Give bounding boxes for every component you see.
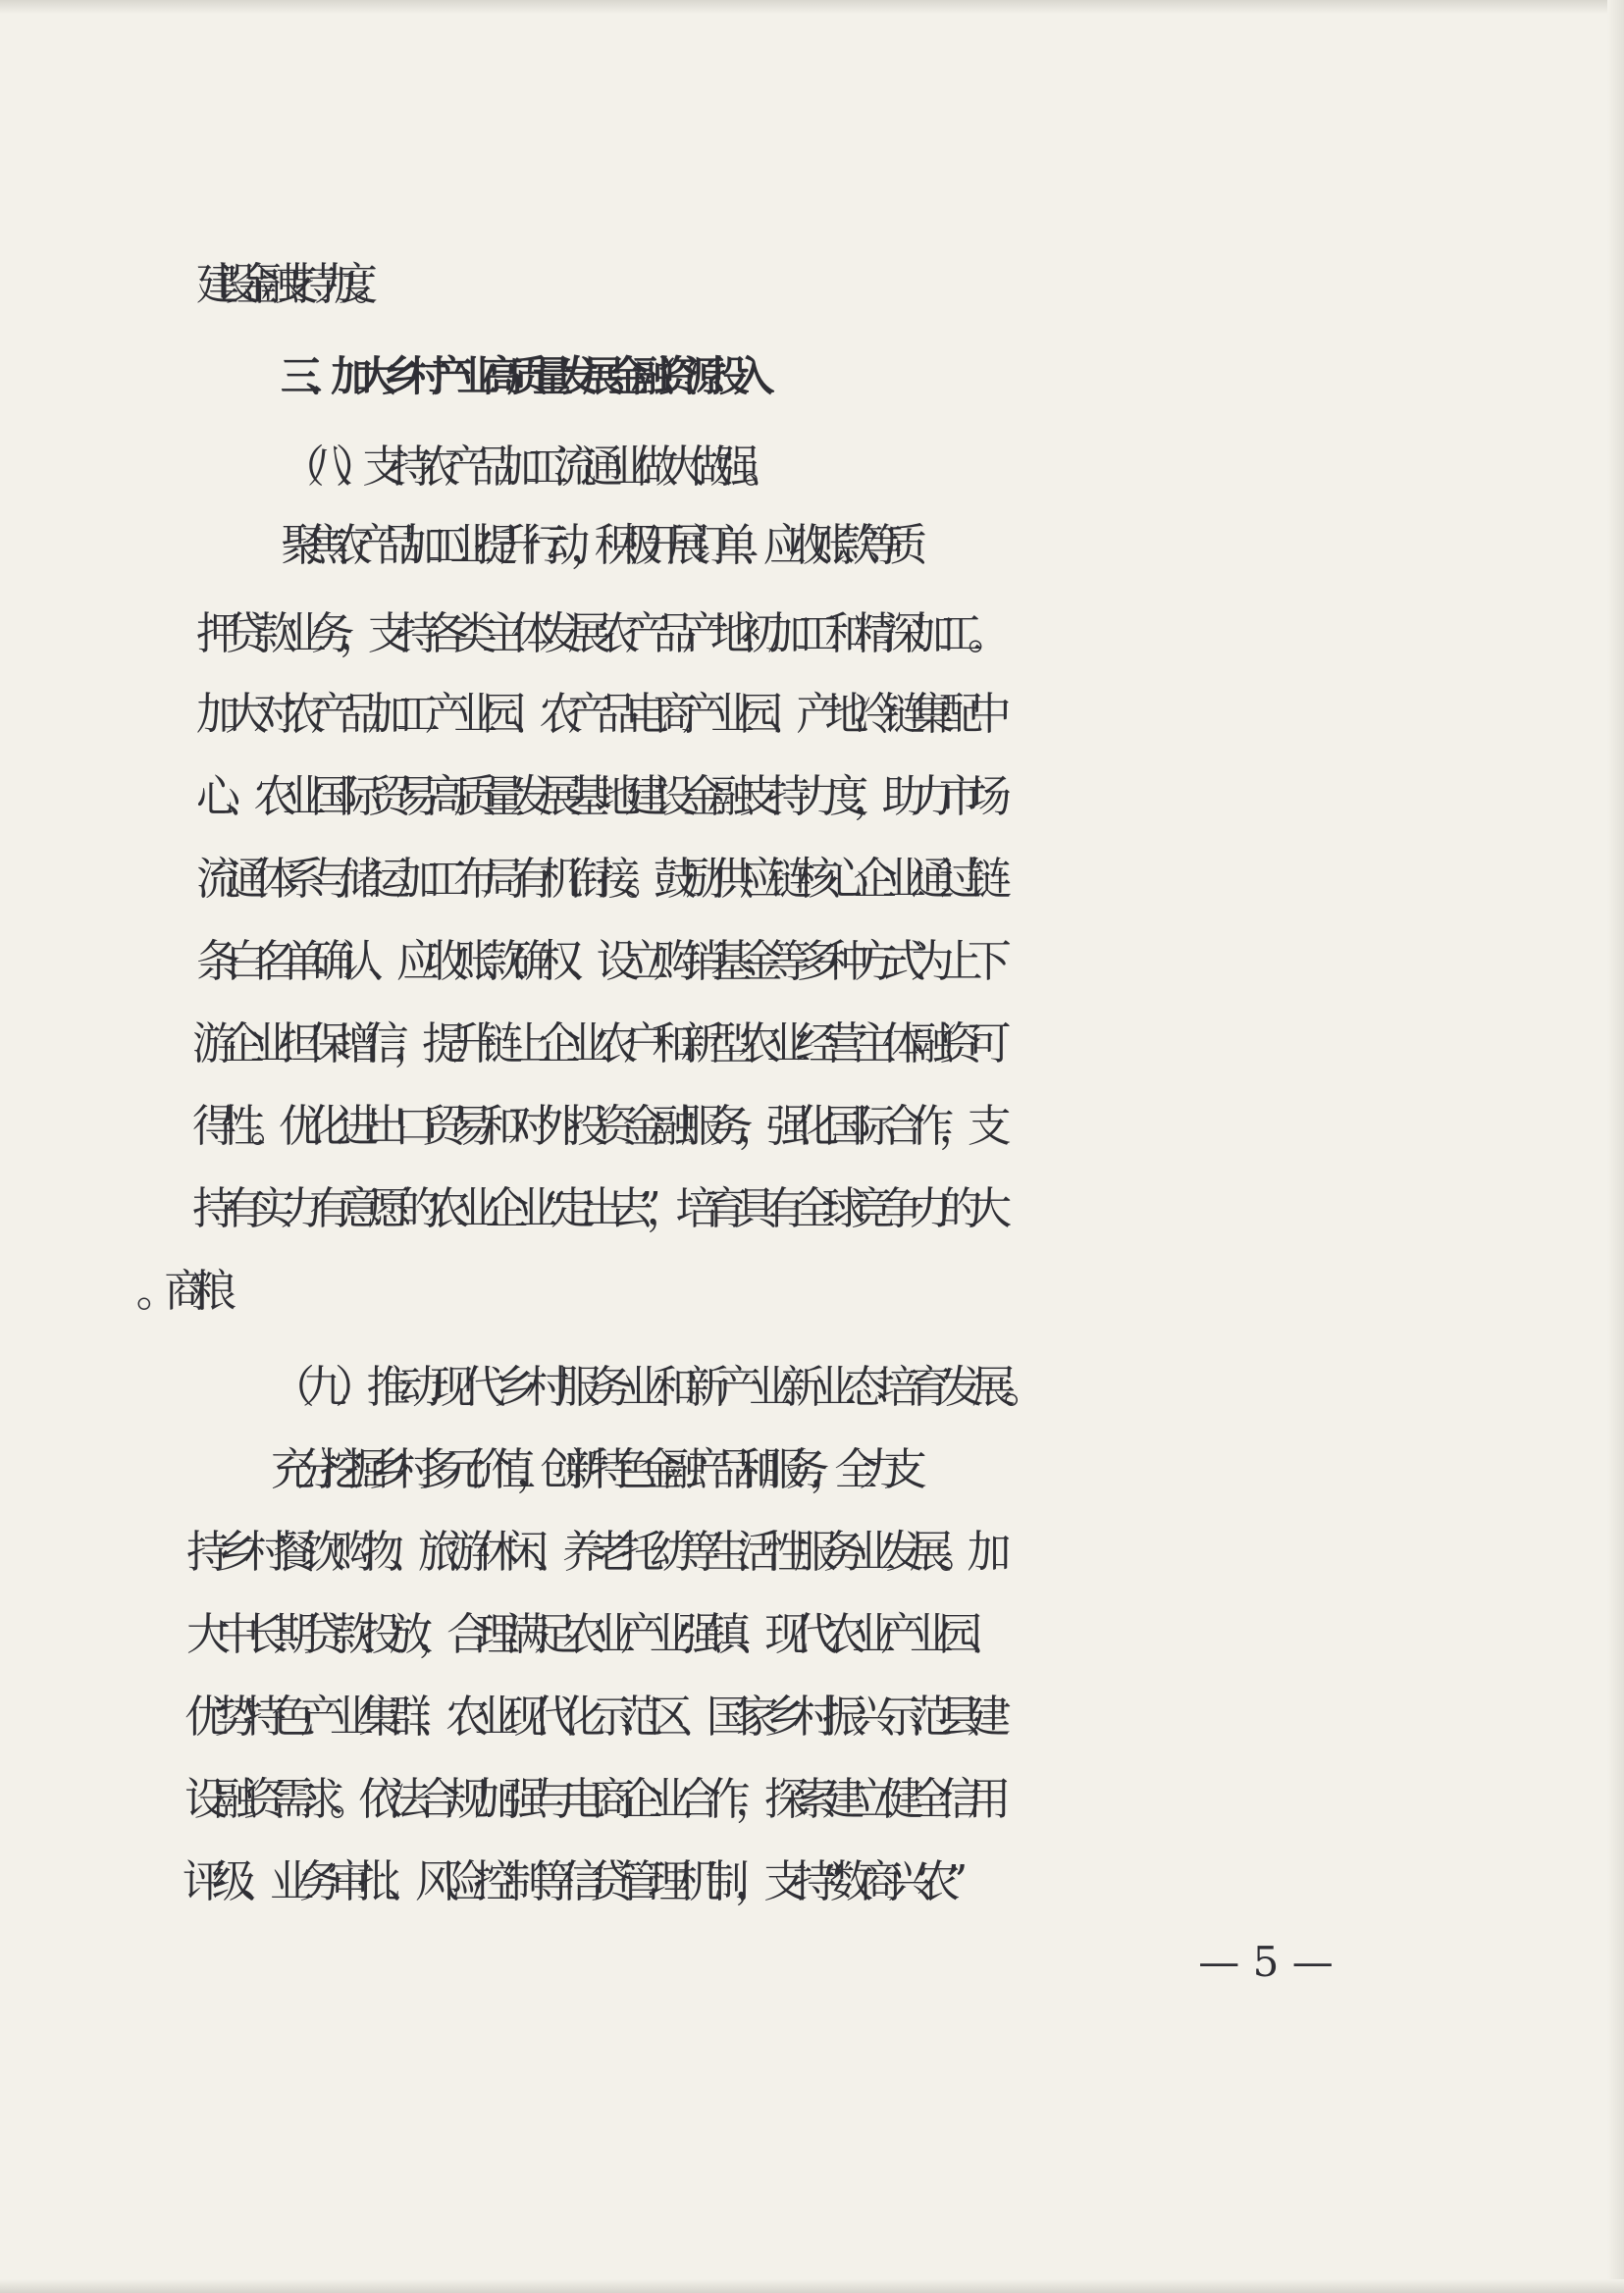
paragraph-line: 设融资需求。依法合规加强与电商企业合作，探索建立健全信用 [184,1773,997,1825]
paragraph-line: 心、农业国际贸易高质量发展基地建设金融支持力度，助力市场 [196,770,997,822]
page-number: — 5 — [1198,1938,1334,1986]
subsection-heading: （九）推动现代乡村服务业和新产业新业态培育发展。 [271,1361,1036,1413]
paragraph-line: 加大对农产品加工产业园、农产品电商产业园、产地冷链集配中 [196,688,997,740]
paragraph-line: 条白名单确认、应收账款确权、设立购销基金等多种方式为上下 [196,935,997,987]
paragraph-line: 优势特色产业集群、农业现代化示范区、国家乡村振兴示范县建 [184,1691,997,1743]
section-heading: 三、加大乡村产业高质量发展金融资源投入 [281,352,760,400]
paragraph-line [192,1262,1624,1321]
paragraph-line: 大中长期贷款投放，合理满足农业产业强镇、现代农业产业园、 [186,1608,997,1660]
paragraph-line: 流通体系与储运加工布局有机衔接。鼓励供应链核心企业通过链 [196,853,997,905]
paragraph-line: 充分挖掘乡村多元价值，创新特色金融产品和服务，全力支 [271,1443,909,1495]
paragraph-line: 得性。优化进出口贸易和对外投资金融服务，强化国际合作，支 [192,1100,997,1152]
scan-edge-top [0,0,1624,14]
paragraph-line: 聚焦农产品加工业提升行动，积极开展订单、应收账款等质 [281,519,909,571]
paragraph-line: 押贷款业务，支持各类主体发展农产品产地初加工和精深加工。 [196,607,997,659]
subsection-heading: （八）支持农产品加工流通业做大做强。 [281,441,771,493]
paragraph-line: 持乡村餐饮购物、旅游休闲、养老托幼等生活性服务业发展。加 [186,1526,997,1578]
paragraph-line: 评级、业务审批、风险控制等信贷管理机制，支持“数商兴农” [183,1855,954,1907]
paragraph-line: 游企业担保增信，提升链上企业农户和新型农业经营主体融资可 [192,1017,997,1069]
paragraph-line: 持有实力有意愿的农业企业“走出去”，培育具有全球竞争力的大 [192,1182,998,1234]
scan-edge-bottom [0,2279,1624,2293]
paragraph-line: 建设金融支持力度。 [196,258,374,310]
